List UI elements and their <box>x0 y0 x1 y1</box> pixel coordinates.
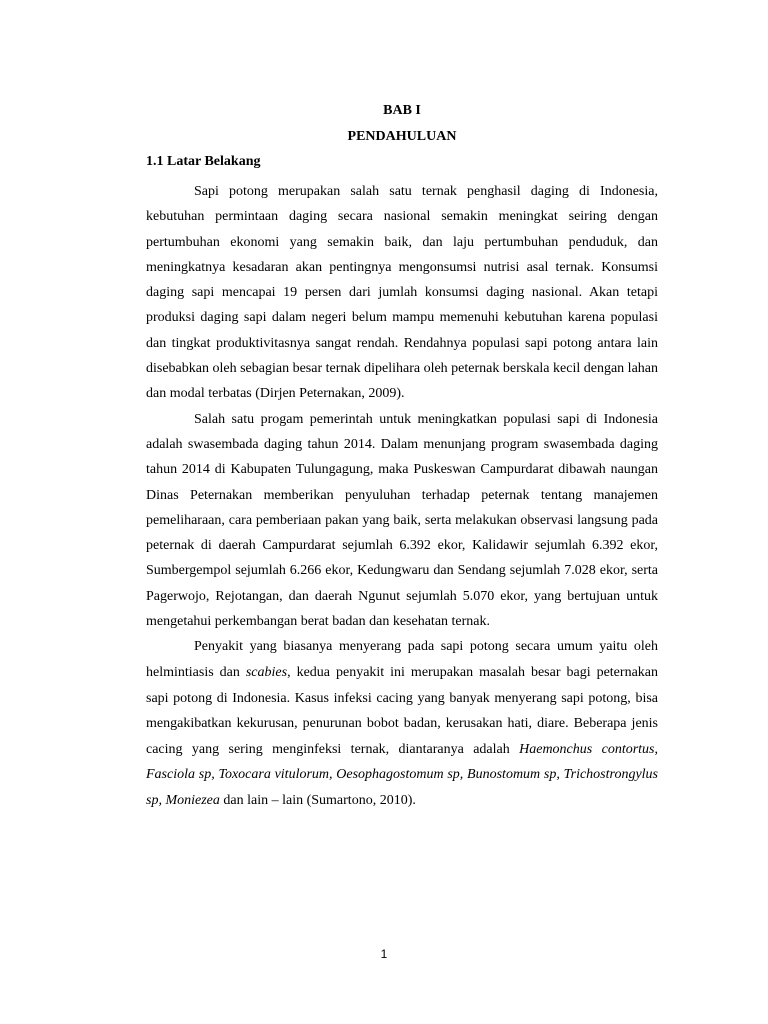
chapter-title: PENDAHULUAN <box>347 129 457 144</box>
section-title: 1.1 Latar Belakang <box>146 154 261 169</box>
chapter-number: BAB I <box>383 103 421 118</box>
paragraph-3 <box>146 634 658 813</box>
page-content <box>146 100 658 814</box>
paragraph-1: Sapi potong merupakan salah satu ternak penghasil daging di Indonesia, kebutuhan permintaan daging secara nasional semakin meningkat seiring dengan pertumbuhan ekonomi yang semakin baik, dan laju pertumbuhan penduduk, dan meningkatnya kesadaran akan pentingnya mengonsumsi nutrisi asal ternak. Konsumsi daging sapi mencapai 19 persen dari jumlah konsumsi daging nasional. Akan tetapi produksi daging sapi dalam negeri belum mampu memenuhi kebutuhan karena populasi dan tingkat produktivitasnya sangat rendah. Rendahnya populasi sapi potong antara lain disebabkan oleh sebagian besar ternak dipelihara oleh peternak berskala kecil dengan lahan dan modal terbatas (Dirjen Peternakan, 2009). <box>146 184 658 402</box>
paragraph-3-text-4: dan lain – lain (Sumartono, 2010). <box>219 792 416 808</box>
paragraph-3-italic-species-list: Fasciola sp, Toxocara vitulorum, Oesophagostomum sp, Bunostomum sp, Trichostrongylus sp, Moniezea <box>146 767 658 808</box>
paragraph-3-italic-scabies: scabies <box>245 664 288 680</box>
paragraph-2: Salah satu progam pemerintah untuk meningkatkan populasi sapi di Indonesia adalah swasembada daging tahun 2014. Dalam menunjang program swasembada daging tahun 2014 di Kabupaten Tulungagung, maka Puskeswan Campurdarat dibawah naungan Dinas Peternakan memberikan penyuluhan terhadap peternak tentang manajemen pemeliharaan, cara pemberiaan pakan yang baik, serta melakukan observasi langsung pada peternak di daerah Campurdarat sejumlah 6.392 ekor, Kalidawir sejumlah 6.392 ekor, Sumbergempol sejumlah 6.266 ekor, Kedungwaru dan Sendang sejumlah 7.028 ekor, serta Pagerwojo, Rejotangan, dan daerah Ngunut sejumlah 5.070 ekor, yang bertujuan untuk mengetahui perkembangan berat badan dan kesehatan ternak. <box>146 411 658 630</box>
paragraph-3-text-3: , <box>654 741 658 757</box>
paragraph-3-italic-haemonchus: Haemonchus contortus <box>519 741 655 757</box>
page-number: 1 <box>380 947 388 961</box>
paragraph-3-text-1: Penyakit yang biasanya menyerang pada sapi potong secara umum yaitu oleh helmintiasis dan <box>146 639 658 680</box>
paragraph-3-text-2: , kedua penyakit ini merupakan masalah besar bagi peternakan sapi potong di Indonesia. Kasus infeksi cacing yang banyak menyerang sapi potong, bisa mengakibatkan kekurusan, penurunan bobot badan, kerusakan hati, diare. Beberapa jenis cacing yang sering menginfeksi ternak, diantaranya adalah <box>146 664 658 757</box>
